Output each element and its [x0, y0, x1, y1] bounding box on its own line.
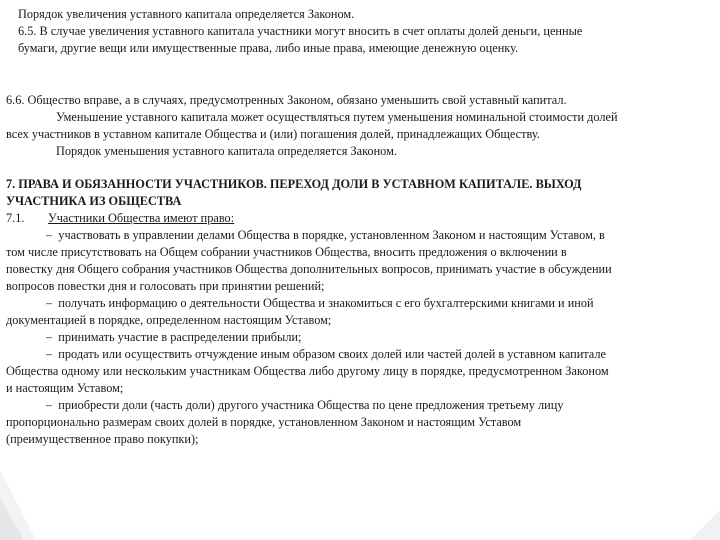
- text-line: 6.5. В случае увеличения уставного капитала участники могут вносить в счет оплаты долей деньги, ценные: [18, 24, 583, 38]
- text-line: Порядок уменьшения уставного капитала определяется Законом.: [56, 144, 397, 158]
- item-7-1: [6, 210, 710, 227]
- text-line: Уменьшение уставного капитала может осуществляться путем уменьшения номинальной стоимости долей: [56, 110, 618, 124]
- paragraph-capital-increase: [18, 6, 693, 57]
- text-line: 6.6. Общество вправе, а в случаях, предусмотренных Законом, обязано уменьшить свой уставный капитал.: [6, 93, 567, 107]
- list-line: повестку дня Общего собрания участников Общества дополнительных вопросов, принимать участие в обсуждении: [6, 262, 612, 276]
- list-line: – принимать участие в распределении прибыли;: [46, 330, 302, 344]
- list-line: – получать информацию о деятельности Общества и знакомиться с его бухгалтерскими книгами и иной: [46, 296, 594, 310]
- section-heading: УЧАСТНИКА ИЗ ОБЩЕСТВА: [6, 194, 182, 208]
- list-line: и настоящим Уставом;: [6, 381, 124, 395]
- list-line: (преимущественное право покупки);: [6, 432, 199, 446]
- list-line: – приобрести доли (часть доли) другого участника Общества по цене предложения третьему лицу: [46, 398, 564, 412]
- list-line: – участвовать в управлении делами Общества в порядке, установленном Законом и настоящим Уставом, в: [46, 228, 605, 242]
- list-line: – продать или осуществить отчуждение иным образом своих долей или частей долей в уставном капитале: [46, 347, 606, 361]
- section-heading: 7. ПРАВА И ОБЯЗАННОСТИ УЧАСТНИКОВ. ПЕРЕХОД ДОЛИ В УСТАВНОМ КАПИТАЛЕ. ВЫХОД: [6, 177, 582, 191]
- item-text: Участники Общества имеют право:: [48, 211, 235, 225]
- page-curl-decoration: [0, 498, 24, 540]
- list-line: пропорционально размерам своих долей в порядке, установленном Законом и настоящим Уставом: [6, 415, 522, 429]
- item-number: 7.1.: [6, 211, 25, 225]
- list-line: документацией в порядке, определенном настоящим Уставом;: [6, 313, 332, 327]
- list-line: вопросов повестки дня и голосовать при принятии решений;: [6, 279, 325, 293]
- list-line: том числе присутствовать на Общем собрании участников Общества, вносить предложения о включении в: [6, 245, 567, 259]
- text-line: бумаги, другие вещи или имущественные права, либо иные права, имеющие денежную оценку.: [18, 41, 519, 55]
- paragraph-capital-decrease: [6, 92, 706, 160]
- list-line: Общества одному или нескольким участникам Общества либо другому лицу в порядке, предусмотренном Законом: [6, 364, 609, 378]
- section-7: [6, 176, 710, 448]
- text-line: Порядок увеличения уставного капитала определяется Законом.: [18, 7, 355, 21]
- text-line: всех участников в уставном капитале Общества и (или) погашения долей, принадлежащих Обществу.: [6, 127, 540, 141]
- page-curl-decoration: [690, 510, 720, 540]
